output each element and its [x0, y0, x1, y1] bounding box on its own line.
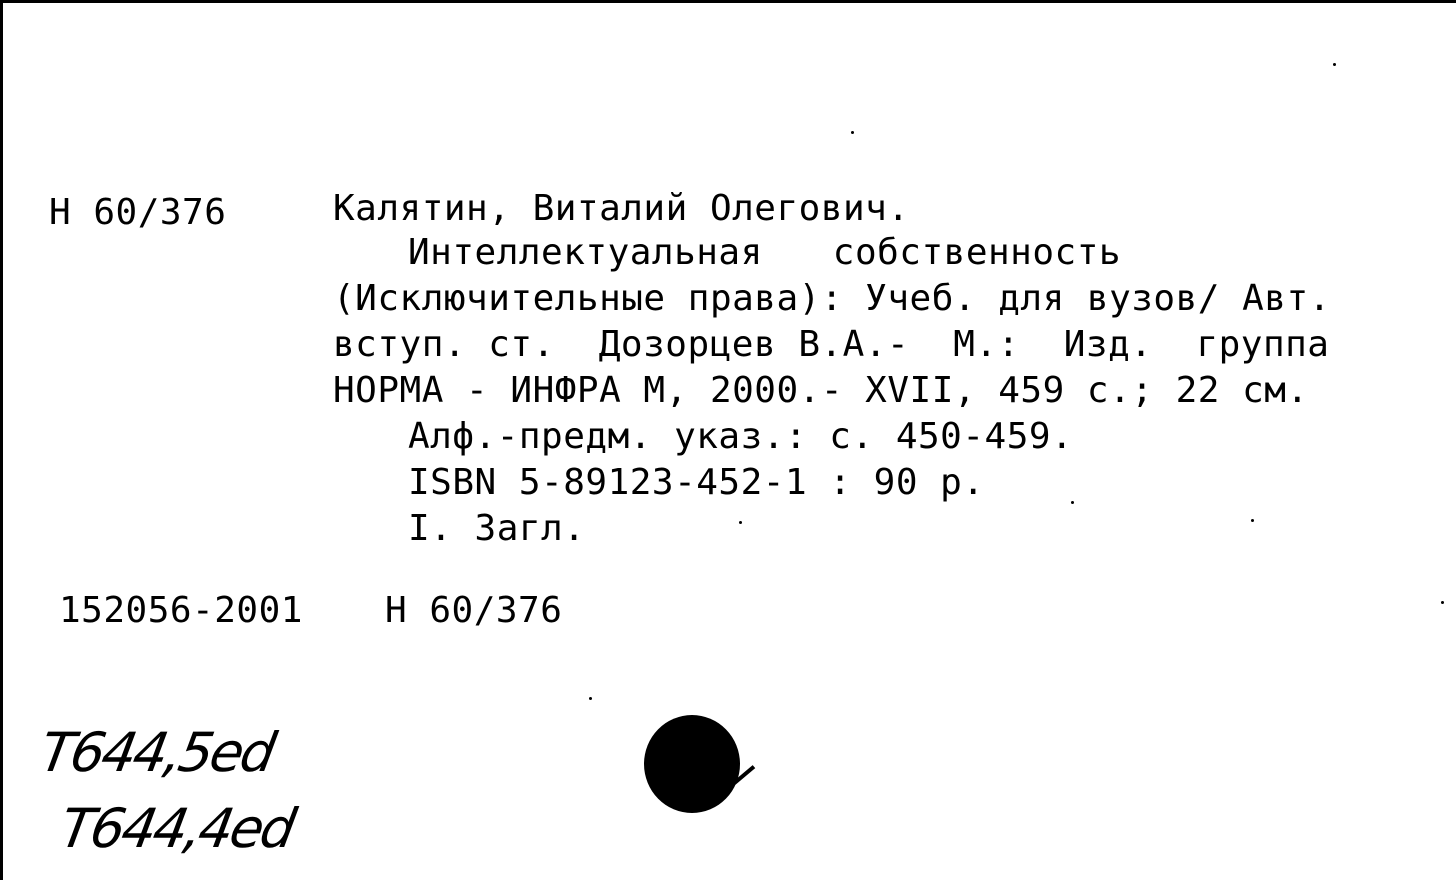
isbn-line: ISBN 5-89123-452-1 : 90 р. [408, 462, 985, 503]
record-number: 152056-2001 [59, 590, 303, 631]
punch-hole-icon [644, 715, 740, 813]
title-line-1 [408, 233, 1121, 273]
publisher-line: НОРМА - ИНФРА М, 2000.- XVII, 459 с.; 22 см. [333, 370, 1309, 411]
place-of-publication: М.: [953, 324, 1020, 365]
scan-speck [1251, 519, 1254, 522]
publisher-prefix-1: Изд. [1063, 324, 1153, 365]
author-heading: Калятин, Виталий Олегович. [333, 188, 910, 229]
scan-speck [739, 521, 742, 524]
handwritten-note-1: T644,5ed [35, 721, 278, 784]
scan-speck [1333, 63, 1336, 66]
intro-author: Дозорцев В.А.- [598, 324, 910, 365]
subject-entry: I. Загл. [408, 508, 586, 549]
title-word-1: Интеллектуальная [408, 232, 763, 273]
footer-shelf-mark: Н 60/376 [385, 590, 563, 631]
scan-speck [1071, 501, 1074, 504]
shelf-mark: Н 60/376 [49, 192, 227, 233]
scan-speck [1441, 601, 1444, 604]
index-note: Алф.-предм. указ.: с. 450-459. [408, 416, 1074, 457]
title-word-2: собственность [832, 232, 1122, 273]
title-line-3 [333, 325, 1329, 365]
scan-speck [589, 697, 592, 700]
title-line-2: (Исключительные права): Учеб. для вузов/ Авт. [333, 278, 1331, 319]
handwritten-note-2: T644,4ed [55, 797, 298, 860]
scan-speck [851, 131, 854, 134]
intro-label: вступ. ст. [333, 324, 555, 365]
publisher-prefix-2: группа [1196, 324, 1330, 365]
